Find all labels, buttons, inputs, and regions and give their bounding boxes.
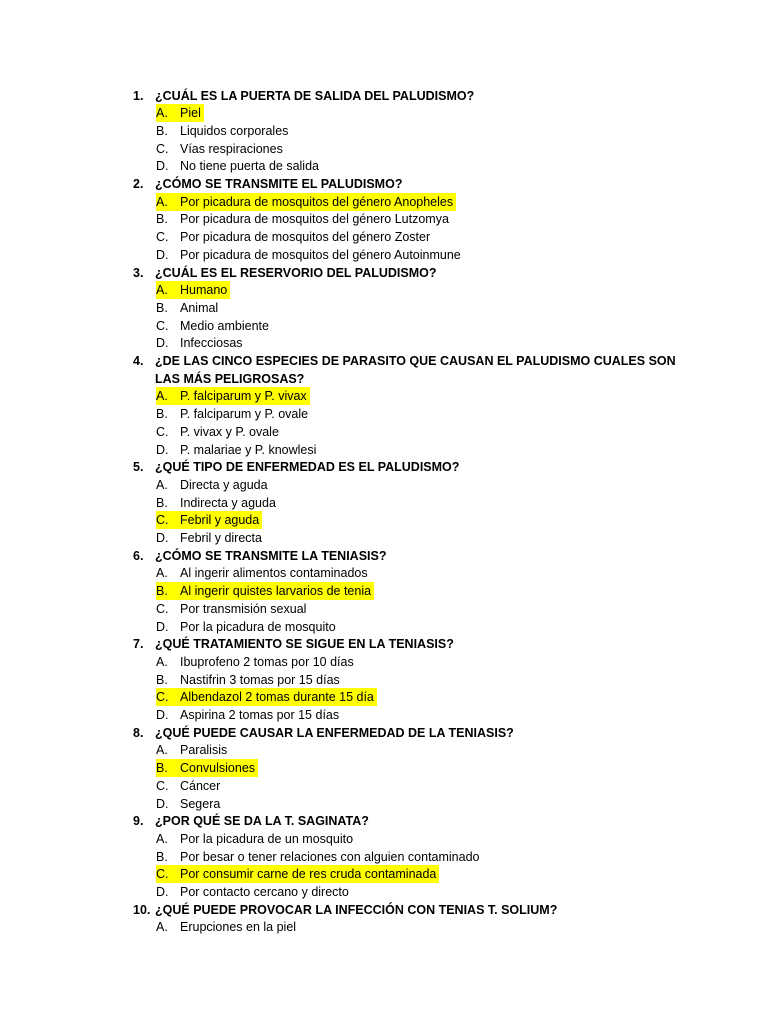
question-text: ¿QUÉ TIPO DE ENFERMEDAD ES EL PALUDISMO? <box>155 460 460 475</box>
option-text: P. malariae y P. knowlesi <box>180 442 317 457</box>
option-text: P. falciparum y P. ovale <box>180 407 309 422</box>
option-letter: C. <box>156 867 169 882</box>
option-letter: C. <box>156 690 169 705</box>
question-2 <box>133 175 402 193</box>
option-text: Vías respiraciones <box>180 141 283 156</box>
option-text: Por picadura de mosquitos del género Anopheles <box>180 194 454 209</box>
option-text: Cáncer <box>180 778 221 793</box>
question-text: ¿QUÉ PUEDE PROVOCAR LA INFECCIÓN CON TENIAS T. SOLIUM? <box>155 902 558 917</box>
answer-option <box>156 795 220 813</box>
answer-option-highlighted <box>156 387 310 405</box>
question-3 <box>133 264 437 282</box>
option-text: Por picadura de mosquitos del género Zoster <box>180 230 431 245</box>
question-number: 1. <box>133 88 144 103</box>
answer-option-highlighted <box>156 582 374 600</box>
option-letter: A. <box>156 831 168 846</box>
option-letter: D. <box>156 159 169 174</box>
answer-option-highlighted <box>156 511 262 529</box>
question-4 <box>133 352 676 370</box>
question-number: 8. <box>133 725 144 740</box>
option-letter: D. <box>156 619 169 634</box>
question-10 <box>133 901 557 919</box>
option-letter: A. <box>156 566 168 581</box>
option-text: Aspirina 2 tomas por 15 días <box>180 708 340 722</box>
answer-option-highlighted <box>156 688 377 706</box>
option-text: Al ingerir quistes larvarios de tenia <box>180 584 372 599</box>
option-text: Por picadura de mosquitos del género Autoinmune <box>180 247 461 262</box>
option-text: Al ingerir alimentos contaminados <box>180 566 368 581</box>
option-text: Animal <box>180 300 219 315</box>
option-text: Indirecta y aguda <box>180 495 276 510</box>
option-letter: D. <box>156 336 169 351</box>
option-text: Nastifrin 3 tomas por 15 días <box>180 672 340 687</box>
option-text: Por contacto cercano y directo <box>180 885 349 899</box>
question-number: 5. <box>133 460 144 475</box>
option-letter: A. <box>156 920 168 935</box>
answer-option <box>156 441 316 459</box>
option-letter: B. <box>156 672 168 687</box>
answer-option <box>156 671 340 689</box>
answer-option <box>156 299 218 317</box>
option-text: No tiene puerta de salida <box>180 159 319 174</box>
question-text: ¿DE LAS CINCO ESPECIES DE PARASITO QUE CAUSAN EL PALUDISMO CUALES SON <box>155 354 676 368</box>
option-letter: D. <box>156 708 169 722</box>
question-1 <box>133 87 474 105</box>
question-text: ¿QUÉ TRATAMIENTO SE SIGUE EN LA TENIASIS? <box>155 637 454 652</box>
option-text: P. falciparum y P. vivax <box>180 389 307 404</box>
answer-option <box>156 618 336 636</box>
option-letter: D. <box>156 247 169 262</box>
option-text: Liquidos corporales <box>180 123 289 138</box>
answer-option <box>156 848 480 866</box>
answer-option <box>156 777 220 795</box>
answer-option <box>156 246 461 264</box>
question-text: ¿CUÁL ES LA PUERTA DE SALIDA DEL PALUDISMO? <box>155 88 475 103</box>
question-5 <box>133 458 459 476</box>
option-letter: B. <box>156 495 168 510</box>
question-number: 4. <box>133 354 144 368</box>
option-text: Piel <box>180 106 201 121</box>
option-text: Humano <box>180 283 228 298</box>
option-letter: A. <box>156 477 168 492</box>
option-text: Por consumir carne de res cruda contaminada <box>180 867 437 882</box>
option-text: P. vivax y P. ovale <box>180 424 279 439</box>
question-text: ¿QUÉ PUEDE CAUSAR LA ENFERMEDAD DE LA TENIASIS? <box>155 725 514 740</box>
option-letter: B. <box>156 849 168 864</box>
option-text: Paralisis <box>180 743 228 758</box>
answer-option <box>156 706 339 724</box>
option-letter: A. <box>156 283 168 298</box>
option-letter: D. <box>156 442 169 457</box>
question-text: ¿CÓMO SE TRANSMITE EL PALUDISMO? <box>155 177 403 191</box>
question-text-continued: LAS MÁS PELIGROSAS? <box>155 371 305 386</box>
answer-option-highlighted <box>156 193 456 211</box>
option-text: Convulsiones <box>180 761 256 776</box>
option-text: Por picadura de mosquitos del género Lutzomya <box>180 212 449 227</box>
answer-option-highlighted <box>156 104 204 122</box>
answer-option-highlighted <box>156 759 258 777</box>
option-text: Por la picadura de un mosquito <box>180 831 354 846</box>
question-4-continuation <box>155 370 304 388</box>
option-letter: A. <box>156 654 168 669</box>
answer-option-highlighted <box>156 865 439 883</box>
answer-option <box>156 140 283 158</box>
option-text: Febril y aguda <box>180 513 260 528</box>
answer-option <box>156 423 279 441</box>
answer-option <box>156 741 227 759</box>
option-letter: B. <box>156 300 168 315</box>
option-text: Infecciosas <box>180 336 243 351</box>
option-text: Ibuprofeno 2 tomas por 10 días <box>180 654 354 669</box>
option-text: Medio ambiente <box>180 318 269 333</box>
option-text: Directa y aguda <box>180 477 268 492</box>
answer-option <box>156 334 243 352</box>
option-letter: B. <box>156 584 168 599</box>
option-letter: C. <box>156 318 169 333</box>
answer-option <box>156 830 353 848</box>
answer-option <box>156 653 354 671</box>
option-letter: B. <box>156 212 168 227</box>
answer-option-highlighted <box>156 281 230 299</box>
answer-option <box>156 600 306 618</box>
option-text: Por transmisión sexual <box>180 601 307 616</box>
option-text: Segera <box>180 796 221 811</box>
answer-option <box>156 476 268 494</box>
option-letter: C. <box>156 601 169 616</box>
option-letter: B. <box>156 123 168 138</box>
answer-option <box>156 883 349 901</box>
option-text: Erupciones en la piel <box>180 920 297 935</box>
option-letter: C. <box>156 778 169 793</box>
question-6 <box>133 547 386 565</box>
question-number: 6. <box>133 548 144 563</box>
answer-option <box>156 157 319 175</box>
answer-option <box>156 918 296 936</box>
question-text: ¿CUÁL ES EL RESERVORIO DEL PALUDISMO? <box>155 265 437 280</box>
option-letter: C. <box>156 513 169 528</box>
option-letter: D. <box>156 531 169 545</box>
option-text: Por la picadura de mosquito <box>180 619 336 634</box>
answer-option <box>156 122 288 140</box>
answer-option <box>156 494 276 512</box>
question-number: 9. <box>133 814 144 829</box>
option-letter: C. <box>156 230 169 245</box>
question-number: 3. <box>133 265 144 280</box>
option-letter: C. <box>156 424 169 439</box>
answer-option <box>156 405 308 423</box>
question-number: 7. <box>133 637 144 652</box>
option-letter: A. <box>156 389 168 404</box>
answer-option <box>156 317 269 335</box>
option-letter: B. <box>156 761 168 776</box>
answer-option <box>156 529 262 547</box>
option-letter: D. <box>156 885 169 899</box>
option-letter: C. <box>156 141 169 156</box>
question-7 <box>133 635 454 653</box>
question-9 <box>133 812 369 830</box>
option-text: Albendazol 2 tomas durante 15 día <box>180 690 374 705</box>
option-letter: A. <box>156 194 168 209</box>
question-text: ¿CÓMO SE TRANSMITE LA TENIASIS? <box>155 548 387 563</box>
question-number: 2. <box>133 177 144 191</box>
option-letter: D. <box>156 796 169 811</box>
question-text: ¿POR QUÉ SE DA LA T. SAGINATA? <box>155 814 369 829</box>
option-letter: A. <box>156 743 168 758</box>
answer-option <box>156 564 368 582</box>
option-letter: A. <box>156 106 168 121</box>
question-number: 10. <box>133 902 151 917</box>
option-text: Por besar o tener relaciones con alguien contaminado <box>180 849 480 864</box>
question-8 <box>133 724 514 742</box>
answer-option <box>156 228 430 246</box>
option-text: Febril y directa <box>180 531 262 545</box>
answer-option <box>156 210 449 228</box>
option-letter: B. <box>156 407 168 422</box>
